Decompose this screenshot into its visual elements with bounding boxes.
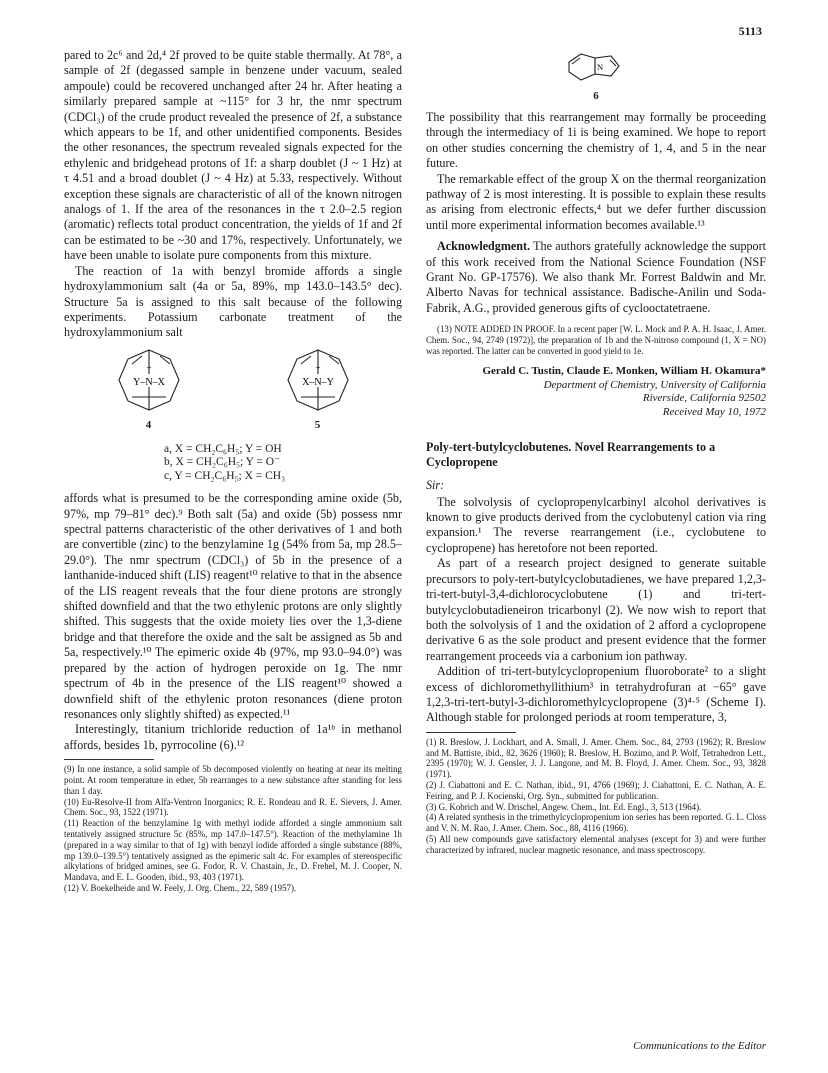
legend-line: c, Y = CH₂C₆H₅; X = CH₃ (164, 469, 286, 482)
svg-text:N: N (597, 62, 604, 72)
right-column (426, 48, 766, 856)
body-paragraph: Addition of tri-tert-butylcyclopropenium fluoroborate² to a slight excess of dichloromethyllithium³ in tetrahydrofuran at −65° gave 1,2,3-tri-tert-butyl-3-dichloromethylcyclopropene (3)⁴·⁵ (Scheme I). Although stable for prolonged periods at room temperature, 3, (426, 664, 766, 725)
acknowledgment (426, 239, 766, 316)
footnote: (1) R. Breslow, J. Lockhart, and A. Small, J. Amer. Chem. Soc., 84, 2793 (1962); R. Breslow and M. Battiste, ibid., 82, 3626 (1960); R. Breslow, H. Bozimo, and P. Wolf, Tetrahedron Lett., 2395 (1970); W. J. Gensler, J. J. Langone, and M. B. Floyd, J. Amer. Chem. Soc., 93, 3828 (1971). (426, 736, 766, 780)
structure-number: 4 (145, 418, 152, 431)
structure-legend (164, 443, 402, 484)
pyrrocoline-structure-icon (561, 48, 631, 88)
body-paragraph: As part of a research project designed to generate suitable precursors to poly-tert-butylcyclobutadienes, we have prepared 1,2,3-tri-tert-butyl-3,4-dichlorocyclobutene (1) and tri-tert-butylcyclobutadieneiron tricarbonyl (2). We now wish to report that both the solvolysis of 1 and the oxidation of 2 afford a cyclopropene derivative 6 as the sole product and present evidence that the former rearrangement proceeds via a carbonium ion pathway. (426, 556, 766, 663)
footnote-rule (64, 759, 154, 760)
structure-number: 6 (593, 90, 599, 102)
body-paragraph: The possibility that this rearrangement may formally be proceeding through the intermediacy of 1i is being examined. We hope to report on other studies concerning the chemistry of 1, 4, and 5 in the near future. (426, 110, 766, 171)
body-paragraph: The remarkable effect of the group X on the thermal reorganization pathway of 2 is most interesting. It is possible to explain these results as arising from electronic effects,⁴ but we defer further discussion until more experimental information becomes available.¹³ (426, 171, 766, 232)
acknowledgment-text: The authors gratefully acknowledge the support of this work received from the National Science Foundation (NSF Grant No. GP-17576). We also thank Mr. Forrest Baldwin and Mr. Alberto Navas for technical assistance. Badische-Anilin und Soda-Fabrik, A.G., provided generous gifts of cyclooctatetraene. (426, 239, 766, 315)
body-paragraph: The solvolysis of cyclopropenylcarbinyl alcohol derivatives is known to give products derived from the cyclobutenyl cation via ring expansion.¹ The reverse rearrangement (i.e., cyclobutene to cyclopropene) has heretofore not been reported. (426, 494, 766, 555)
footnote: (9) In one instance, a solid sample of 5b decomposed violently on heating at near its melting point. At room temperature in ether, 5b rearranges to a new substance after standing for less than 1 day. (64, 764, 402, 796)
body-paragraph: pared to 2c⁶ and 2d,⁴ 2f proved to be quite stable thermally. At 78°, a sample of 2f (degassed sample in benzene under vacuum, sealed ampoule) could be recovered unchanged after 24 hr. After heating a similarly prepared sample at ~115° for 3 hr, the nmr spectrum (CDCl₃) of the crude product revealed the presence of 2f, a substance which appears to be 1f, and other unidentified components. Besides the other resonances, the spectrum revealed signals expected for the ethylenic and bridgehead protons of 1f: a sharp doublet (J ~ 1 Hz) at τ 4.51 and a broad doublet (J ~ 4 Hz) at 5.33, respectively. Without exception these signals are characteristic of all of the known nitrogen analogs of 1. If the area of the resonances in the τ 2.0–2.5 region (aromatic) reflects total product concentration, the yields of 1f and 2f can be estimated to be ~30 and 17%, respectively. Unfortunately, we have been unable to isolate pure components from this mixture. (64, 48, 402, 263)
body-paragraph: affords what is presumed to be the corresponding amine oxide (5b, 97%, mp 79–81° dec).⁹ Both salt (5a) and oxide (5b) possess nmr spectral patterns characteristic of the other derivatives of 1 and both are convertible (zinc) to the benzylamine 1g (54% from 5a, mp 28.5–29.0°). The nmr spectrum (CDCl₃) of 5b in the presence of a lanthanide-induced shift (LIS) reagent¹⁰ relative to that in the absence of the LIS reagent reveals that the four diene protons are strongly shifted downfield and that the two ethylenic protons are only slightly shifted. This suggests that the oxide moiety lies over the 1,3-diene bridge and that therefore the oxide and the salt be assigned as 5b and 5a, respectively.¹⁰ The epimeric oxide 4b (97%, mp 93.0–94.0°) was prepared by the action of hydrogen peroxide on 1g. The nmr spectrum of 4b in the presence of the LIS reagent¹⁰ showed a downfield shift of the ethylenic proton resonances (diene proton resonances only slightly shifted) as expected.¹¹ (64, 491, 402, 721)
structure-6 (426, 48, 766, 102)
affiliation-line: Department of Chemistry, University of California (543, 378, 766, 391)
received-date: Received May 10, 1972 (662, 405, 766, 418)
svg-text:+: + (145, 362, 152, 373)
footnote: (2) J. Ciabattoni and E. C. Nathan, ibid., 91, 4766 (1969); J. Ciabattoni, E. C. Nathan, A. E. Feiring, and P. J. Kocienski, Org. Syn., submitted for publication. (426, 779, 766, 801)
footnote: (12) V. Boekelheide and W. Feely, J. Org. Chem., 22, 589 (1957). (64, 882, 297, 893)
body-paragraph: The reaction of 1a with benzyl bromide affords a single hydroxylammonium salt (4a or 5a, 89%, mp 143.0–143.5° dec). Structure 5a is assigned to this salt because of the following experiments. Potassium carbonate treatment of the hydroxylammonium salt (64, 263, 402, 340)
note-added-in-proof: (13) NOTE ADDED IN PROOF. In a recent paper [W. L. Mock and P. A. H. Isaac, J. Amer. Chem. Soc., 94, 2749 (1972)], the preparation of 1b and the N-nitroso compound (1, X = NO) was reported. The latter can be converted in good yield to 1e. (426, 324, 766, 356)
acknowledgment-heading: Acknowledgment. (437, 239, 531, 254)
footnote: (3) G. Kobrich and W. Drischel, Angew. Chem., Int. Ed. Engl., 3, 513 (1964). (426, 801, 702, 812)
structures-4-5 (64, 347, 402, 437)
footnote: (4) A related synthesis in the trimethylcyclopropenium ion series has been reported. G. L. Closs and V. N. M. Rao, J. Amer. Chem. Soc., 88, 4116 (1966). (426, 812, 766, 834)
legend-line: a, X = CH₂C₆H₅; Y = OH (164, 442, 282, 455)
footnote: (11) Reaction of the benzylamine 1g with methyl iodide afforded a single ammonium salt tentatively assigned structure 5c (85%, mp 147.0–147.5°). Reaction of the methylamine 1h (prepared in a way similar to that of 1g) with benzyl iodide afforded a single substance (88%, mp 139.0–139.5°) tentatively assigned as the epimeric salt 4c. For examples of stereospecific alkylations of bridged amines, see G. Fodor, R. V. Chastain, Jr., D. Frehel, M. J. Cooper, N. Mandava, and E. L. Gooden, ibid., 93, 403 (1971). (64, 818, 402, 883)
svg-text:+: + (314, 362, 321, 373)
page-number: 5113 (738, 24, 762, 38)
left-column (64, 48, 402, 894)
legend-line: b, X = CH₂C₆H₅; Y = O⁻ (164, 456, 281, 469)
body-paragraph: Interestingly, titanium trichloride reduction of 1a¹ᵇ in methanol affords, besides 1b, pyrrocoline (6).¹² (64, 722, 402, 752)
affiliation (426, 379, 766, 405)
article-title: Poly-tert-butylcyclobutenes. Novel Rearrangements to a Cyclopropene (426, 439, 716, 469)
authors: Gerald C. Tustin, Claude E. Monken, William H. Okamura* (482, 364, 766, 377)
svg-text:X–N–Y: X–N–Y (301, 376, 334, 388)
structure-number: 5 (314, 418, 321, 431)
structure-5 (281, 347, 355, 431)
structure-4 (112, 347, 186, 431)
affiliation-line: Riverside, California 92502 (642, 391, 766, 404)
salutation: Sir: (426, 477, 445, 492)
bicyclic-structure-icon (281, 347, 355, 417)
bicyclic-structure-icon (112, 347, 186, 417)
journal-footer: Communications to the Editor (633, 1040, 766, 1052)
svg-text:Y–N–X: Y–N–X (132, 376, 165, 388)
footnote-rule (426, 732, 516, 733)
footnote: (10) Eu-Resolve-II from Alfa-Ventron Inorganics; R. E. Rondeau and R. E. Sievers, J. Amer. Chem. Soc., 93, 1522 (1971). (64, 796, 402, 818)
footnote: (5) All new compounds gave satisfactory elemental analyses (except for 3) and were further characterized by infrared, nuclear magnetic resonance, and mass spectroscopy. (426, 833, 766, 855)
